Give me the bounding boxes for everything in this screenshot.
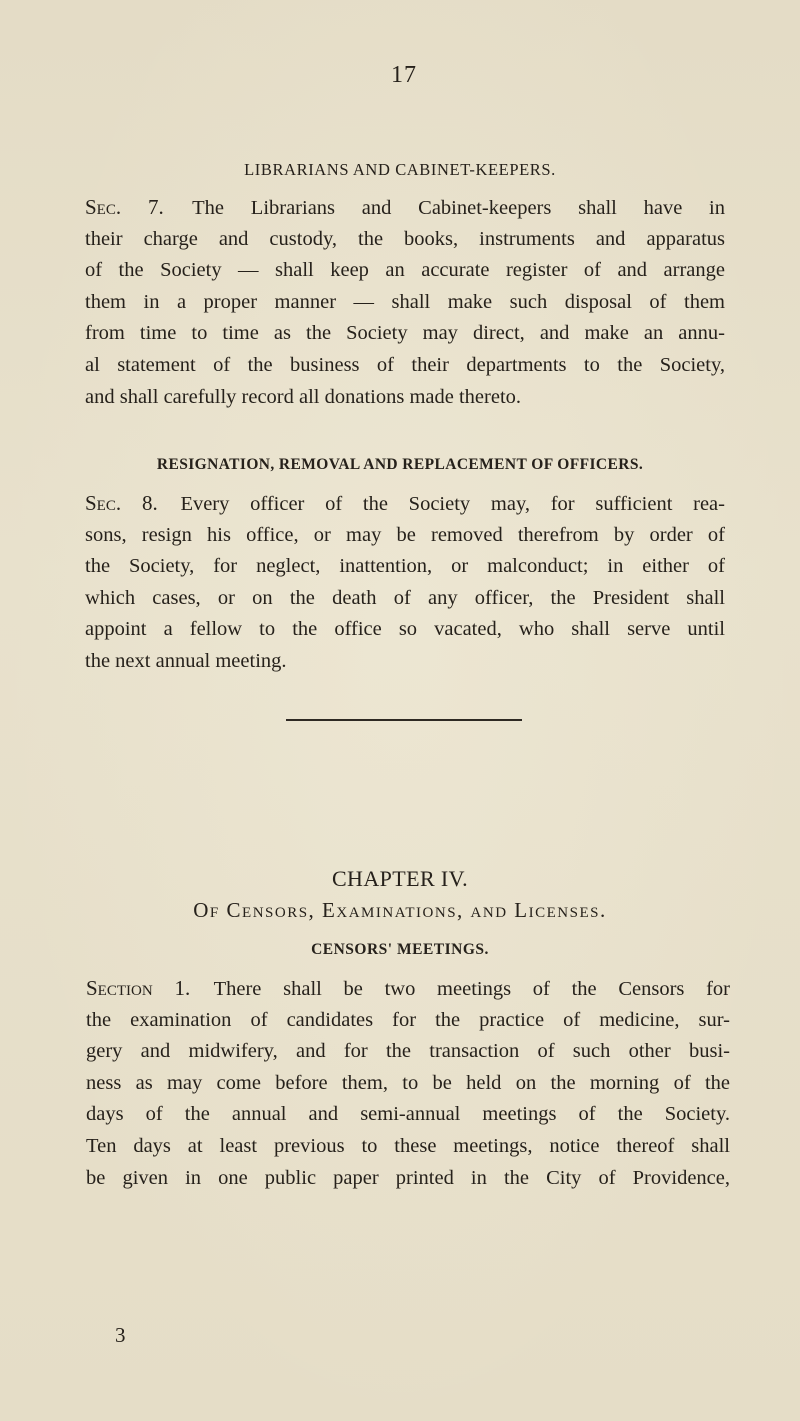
text-line: them in a proper manner — shall make such disposal of them: [85, 290, 725, 313]
text-line: which cases, or on the death of any officer, the President shall: [85, 586, 725, 609]
text-line: their charge and custody, the books, instruments and apparatus: [85, 227, 725, 250]
chapter-subtitle: Of Censors, Examinations, and Licenses.: [193, 898, 607, 922]
text-line: Sec. 8. Every officer of the Society may, for sufficient rea-: [85, 491, 725, 515]
section-heading-resignation: RESIGNATION, REMOVAL AND REPLACEMENT OF OFFICERS.: [156, 456, 644, 473]
page-number: 17: [391, 62, 417, 88]
text-line: sons, resign his office, or may be removed therefrom by order of: [85, 523, 725, 546]
text-line: be given in one public paper printed in the City of Providence,: [86, 1166, 730, 1189]
text-line: of the Society — shall keep an accurate register of and arrange: [85, 259, 725, 282]
signature-mark: 3: [115, 1323, 126, 1347]
section-label: Sec. 7.: [85, 195, 164, 219]
section-label: Sec. 8.: [85, 491, 158, 515]
chapter-divider-rule: [286, 719, 522, 721]
text-line: ness as may come before them, to be held on the morning of the: [86, 1071, 730, 1094]
text-line: the examination of candidates for the practice of medicine, sur-: [86, 1008, 730, 1031]
paragraph-sec-7: [85, 192, 725, 413]
section-heading-librarians: LIBRARIANS AND CABINET-KEEPERS.: [244, 160, 556, 179]
text-line: gery and midwifery, and for the transaction of such other busi-: [86, 1040, 730, 1063]
text-line: the Society, for neglect, inattention, or malconduct; in either of: [85, 555, 725, 578]
section-label: Section 1.: [86, 976, 191, 1000]
chapter-title: CHAPTER IV.: [331, 866, 468, 891]
text-line: from time to time as the Society may direct, and make an annu-: [85, 322, 725, 345]
section-heading-censors: CENSORS' MEETINGS.: [311, 941, 489, 958]
text-line: appoint a fellow to the office so vacated, who shall serve until: [85, 618, 725, 641]
paragraph-section-1: [86, 973, 730, 1194]
text-line: Ten days at least previous to these meetings, notice thereof shall: [86, 1134, 730, 1157]
text-line: the next annual meeting.: [85, 649, 287, 672]
text-line: days of the annual and semi-annual meetings of the Society.: [86, 1103, 730, 1126]
text-line: and shall carefully record all donations made thereto.: [85, 385, 522, 408]
text-line: al statement of the business of their departments to the Society,: [85, 353, 725, 376]
paragraph-sec-8: [85, 488, 725, 678]
text-line: Sec. 7. The Librarians and Cabinet-keepers shall have in: [85, 195, 726, 219]
text-line: Section 1. There shall be two meetings of the Censors for: [86, 976, 730, 1000]
